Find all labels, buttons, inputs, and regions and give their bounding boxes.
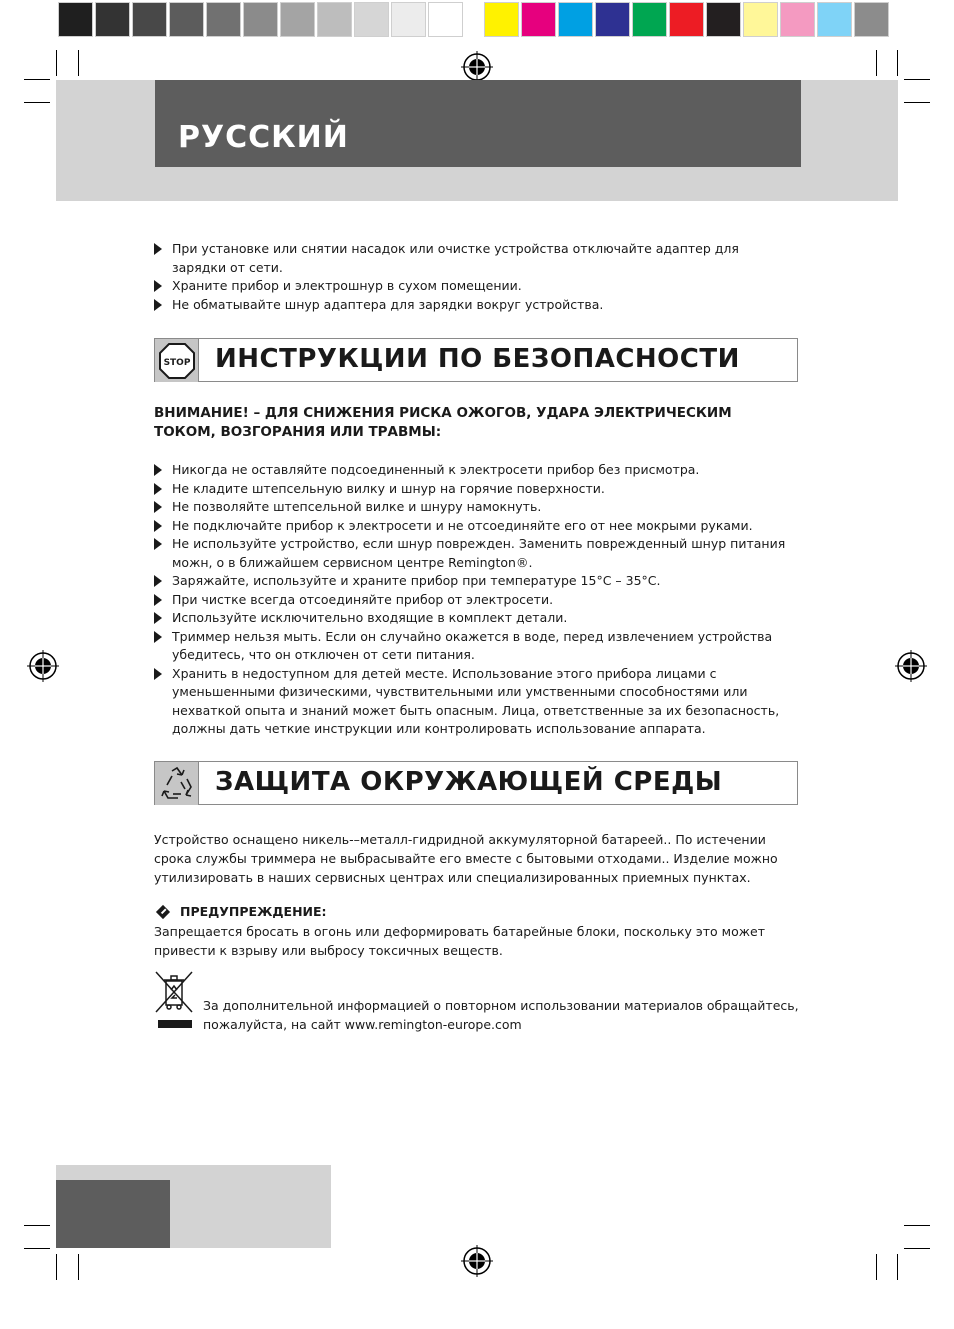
color-swatch-bar — [484, 2, 891, 37]
color-swatch — [206, 2, 241, 37]
bullet-triangle-icon — [154, 575, 162, 587]
list-item — [154, 517, 794, 536]
list-item — [154, 498, 794, 517]
list-item-text: Триммер нельзя мыть. Если он случайно окажется в воде, перед извлечением устройства убедитесь, что он отключен от сети питания. — [172, 628, 773, 662]
color-swatch — [632, 2, 667, 37]
list-item-text: Не подключайте прибор к электросети и не отсоединяйте его от нее мокрыми руками. — [172, 517, 753, 533]
safety-bullet-list — [154, 461, 794, 739]
list-item — [154, 572, 794, 591]
safety-section-title: ИНСТРУКЦИИ ПО БЕЗОПАСНОСТИ — [215, 344, 740, 374]
bullet-triangle-icon — [154, 464, 162, 476]
list-item-text: Не позволяйте штепсельной вилке и шнуру намокнуть. — [172, 499, 542, 514]
list-item — [154, 628, 794, 665]
list-item-text: Храните прибор и электрошнур в сухом помещении. — [172, 278, 522, 293]
stop-sign-label: STOP — [163, 357, 190, 368]
color-swatch — [58, 2, 93, 37]
recycle-info-text: За дополнительной информацией о повторном использовании материалов обращайтесь, пожалуйста, на сайт www.remington-europe.com — [203, 998, 799, 1032]
color-swatch — [169, 2, 204, 37]
registration-mark-icon — [461, 1245, 493, 1277]
crossed-bin-icon — [154, 970, 194, 1032]
color-swatch — [280, 2, 315, 37]
list-item-text: Не используйте устройство, если шнур поврежден. Заменить поврежденный шнур питания можн, о в ближайшем сервисном центре Remington®. — [172, 536, 786, 570]
color-swatch — [95, 2, 130, 37]
list-item — [154, 461, 794, 480]
list-item-text: При установке или снятии насадок или очистке устройства отключайте адаптер для зарядки от сети. — [172, 241, 739, 275]
color-swatch — [558, 2, 593, 37]
list-item-text: Не обматывайте шнур адаптера для зарядки вокруг устройства. — [172, 296, 604, 312]
color-swatch — [317, 2, 352, 37]
registration-mark-icon — [27, 650, 59, 682]
list-item-text: Не кладите штепсельную вилку и шнур на горячие поверхности. — [172, 480, 605, 496]
recycle-icon — [155, 762, 199, 805]
environment-paragraph: Устройство оснащено никель-–металл-гидридной аккумуляторной батареей.. По истечении срока службы триммера не выбрасывайте его вместе с бытовыми отходами.. Изделие можно утилизировать в наших сервисных центрах или специализированных приемных пунктах. — [154, 832, 778, 885]
environment-section-header — [154, 761, 798, 805]
list-item — [154, 296, 794, 315]
color-swatch — [780, 2, 815, 37]
environment-section-title: ЗАЩИТА ОКРУЖАЮЩЕЙ СРЕДЫ — [215, 767, 723, 797]
bullet-triangle-icon — [154, 299, 162, 311]
bullet-triangle-icon — [154, 612, 162, 624]
color-swatch — [428, 2, 463, 37]
bullet-triangle-icon — [154, 280, 162, 292]
environment-warning-heading — [154, 904, 327, 919]
registration-mark-icon — [461, 51, 493, 83]
safety-section-header — [154, 338, 798, 382]
color-swatch — [743, 2, 778, 37]
list-item — [154, 609, 794, 628]
bullet-triangle-icon — [154, 631, 162, 643]
environment-warning-label: ПРЕДУПРЕЖДЕНИЕ: — [180, 904, 327, 919]
list-item — [154, 535, 794, 572]
page-title: РУССКИЙ — [178, 120, 349, 155]
list-item-text: Используйте исключительно входящие в комплект детали. — [172, 610, 568, 625]
color-swatch — [132, 2, 167, 37]
environment-warning-text: Запрещается бросать в огонь или деформировать батарейные блоки, поскольку это может привести к взрыву или выбросу токсичных веществ. — [154, 924, 765, 958]
list-item — [154, 480, 794, 499]
list-item-text: Хранить в недоступном для детей месте. Использование этого прибора лицами с уменьшенными физическими, чувствительными или умственными способностями или нехваткой опыта и знаний может быть опасным. Лица, ответственные за их безопасность, должны дать четкие инструкции или контролировать использование аппарата. — [172, 665, 780, 736]
list-item — [154, 591, 794, 610]
registration-mark-icon — [895, 650, 927, 682]
list-item — [154, 240, 794, 277]
list-item — [154, 665, 794, 739]
stop-sign-icon — [155, 339, 199, 382]
list-item-text: Заряжайте, используйте и храните прибор при температуре 15°C – 35°C. — [172, 573, 661, 588]
color-swatch — [354, 2, 389, 37]
bullet-triangle-icon — [154, 668, 162, 680]
bullet-triangle-icon — [154, 501, 162, 513]
color-swatch — [521, 2, 556, 37]
safety-warning-heading: ВНИМАНИЕ! – ДЛЯ СНИЖЕНИЯ РИСКА ОЖОГОВ, УДАРА ЭЛЕКТРИЧЕСКИМ ТОКОМ, ВОЗГОРАНИЯ ИЛИ ТРАВМЫ: — [154, 405, 732, 440]
list-item-text: Никогда не оставляйте подсоединенный к электросети прибор без присмотра. — [172, 462, 700, 477]
color-swatch — [243, 2, 278, 37]
color-swatch — [484, 2, 519, 37]
bullet-triangle-icon — [154, 520, 162, 532]
color-swatch — [854, 2, 889, 37]
color-swatch — [391, 2, 426, 37]
list-item-text: При чистке всегда отсоединяйте прибор от электросети. — [172, 591, 554, 607]
footer-box — [56, 1180, 170, 1248]
bullet-triangle-icon — [154, 483, 162, 495]
gray-swatch-bar — [58, 2, 465, 37]
warning-diamond-icon — [156, 904, 170, 918]
list-item — [154, 277, 794, 296]
bullet-triangle-icon — [154, 594, 162, 606]
color-swatch — [817, 2, 852, 37]
color-swatch — [706, 2, 741, 37]
bullet-triangle-icon — [154, 538, 162, 550]
color-swatch — [669, 2, 704, 37]
intro-bullet-list — [154, 240, 794, 314]
bullet-triangle-icon — [154, 243, 162, 255]
color-swatch — [595, 2, 630, 37]
